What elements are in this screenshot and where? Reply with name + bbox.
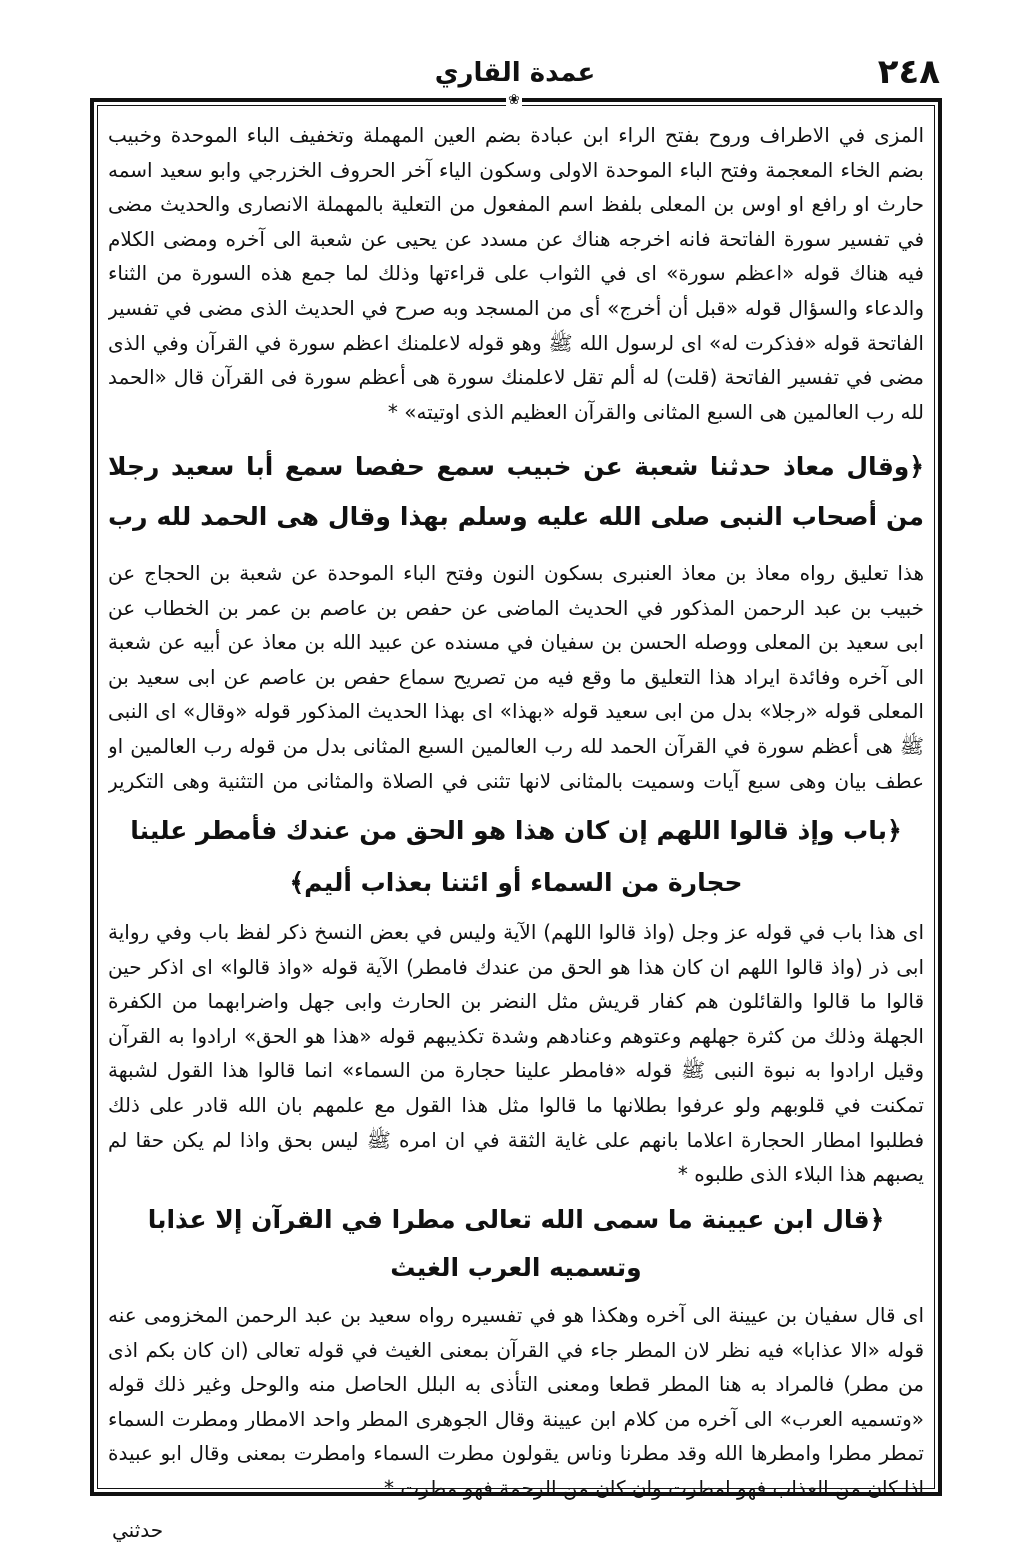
page-number: ٢٤٨ bbox=[877, 52, 940, 92]
running-title: عمدة القاري bbox=[434, 58, 596, 88]
quoted-text-line-1: ﴿قال ابن عيينة ما سمى الله تعالى مطرا في القرآن إلا عذابا وتسميه العرب الغيث bbox=[147, 1205, 885, 1282]
chapter-heading-line-2: حجارة من السماء أو ائتنا بعذاب أليم﴾ bbox=[289, 868, 743, 897]
catchword: حدثني bbox=[112, 1518, 164, 1542]
commentary-paragraph-3: اى قال سفيان بن عيينة الى آخره وهكذا هو في تفسيره رواه سعيد بن عبد الرحمن المخزومى عنه قوله «الا عذابا» فيه نظر لان المطر جاء في القرآن بمعنى الغيث في قوله تعالى (ان كان بكم اذى من مطر) فالمراد به هنا المطر قطعا ومعنى التأذى به البلل الحاصل منه والوحل وغير ذلك قوله «وتسميه العرب» الى آخره من كلام ابن عيينة وقال الجوهرى المطر واحد الامطار ومطرت السماء تمطر مطرا وامطرها الله وقد مطرنا وناس يقولون مطرت السماء وامطرت بمعنى وقال ابو عبيدة اذا كان من العذاب فهو امطرت وان كان من الرحمة فهو مطرت * bbox=[108, 1303, 924, 1500]
commentary-paragraph-2: اى هذا باب في قوله عز وجل (واذ قالوا اللهم) الآية وليس في بعض النسخ ذكر لفظ باب وفي رواية ابى ذر (واذ قالوا اللهم ان كان هذا هو الحق من عندك فامطر) الآية قوله «واذ قالوا» اى اذكر حين قالوا ما قالوا والقائلون هم كفار قريش مثل النضر بن الحارث وابى جهل واضرابهما من الكفرة الجهلة وذلك من كثرة جهلهم وعتوهم وعنادهم وشدة تكذيبهم قوله «هذا هو الحق» ارادوا به القرآن وقيل ارادوا به نبوة النبى ﷺ قوله «فامطر علينا حجارة من السماء» انما قالوا هذا القول لشبهة تمكنت في قلوبهم ولو عرفوا بطلانها ما قالوا مثل هذا القول مع علمهم بان الله قادر على ذلك فطلبوا امطار الحجارة اعلاما بانهم على غاية الثقة في ان امره ﷺ ليس بحق واذا لم يكن حقا لم يصبهم هذا البلاء الذى طلبوه * bbox=[108, 920, 924, 1187]
frame-ornament-icon: ❀ bbox=[506, 92, 522, 108]
chapter-heading-line-1: ﴿باب وإذ قالوا اللهم إن كان هذا هو الحق من عندك فأمطر علينا bbox=[130, 816, 902, 845]
chapter-heading bbox=[108, 805, 924, 909]
commentary-paragraph-1: هذا تعليق رواه معاذ بن معاذ العنبرى بسكون النون وفتح الباء الموحدة عن شعبة بن الحجاج عن خبيب بن عبد الرحمن المذكور في الحديث الماضى عن حفص بن عاصم بن عمر بن الخطاب عن ابى سعيد بن المعلى ووصله الحسن بن سفيان في مسنده عن عبيد الله بن معاذ عن أبيه عن شعبة الى آخره وفائدة ايراد هذا التعليق ما وقع فيه من تصريح سماع حفص بن عاصم عن ابى سعيد بن المعلى قوله «رجلا» بدل من ابى سعيد قوله «بهذا» اى بهذا الحديث المذكور قوله «وقال» اى النبى ﷺ هى أعظم سورة في القرآن الحمد لله رب العالمين السبع المثانى بدل من قوله رب العالمين او عطف بيان وهى سبع آيات وسميت بالمثانى لانها تثنى في الصلاة والمثانى من التثنية وهى التكرير bbox=[108, 561, 924, 793]
commentary-paragraph-lead: المزى في الاطراف وروح بفتح الراء ابن عبادة بضم العين المهملة وتخفيف الباء الموحدة وخبيب بضم الخاء المعجمة وفتح الباء الموحدة الاولى وسكون الياء آخر الحروف الخزرجي وابو سعيد اسمه حارث او رافع او اوس بن المعلى بلفظ اسم المفعول من التعلية بالمهملة الانصارى والحديث مضى في تفسير سورة الفاتحة فانه اخرجه هناك عن مسدد عن يحيى عن شعبة الى آخره ومضى الكلام فيه هناك قوله «اعظم سورة» اى في الثواب على قراءتها وذلك لما جمع هذه السورة من الثناء والدعاء والسؤال قوله «قبل أن أخرج» أى من المسجد وبه صرح في الحديث الذى مضى في تفسير الفاتحة قوله «فذكرت له» اى لرسول الله ﷺ وهو قوله لاعلمنك اعظم سورة في القرآن وفي الذى مضى في تفسير الفاتحة (قلت) له ألم تقل لاعلمنك سورة هى أعظم سورة فى القرآن قال «الحمد لله رب العالمين هى السبع المثانى والقرآن العظيم الذى اوتيته» * bbox=[108, 123, 924, 424]
hadith-text: ﴿وقال معاذ حدثنا شعبة عن خبيب سمع حفصا سمع أبا سعيد رجلا من أصحاب النبى صلى الله عليه وسلم بهذا وقال هى الحمد لله رب bbox=[108, 452, 924, 531]
quoted-text bbox=[108, 1196, 924, 1292]
main-text-column bbox=[108, 118, 924, 1500]
page-header bbox=[90, 52, 940, 96]
